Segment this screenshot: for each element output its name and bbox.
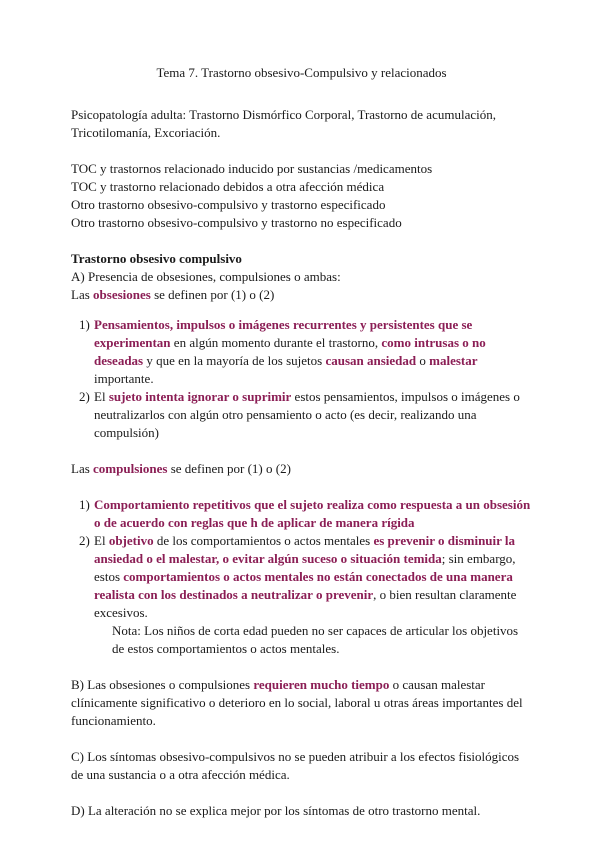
disorder-type-list: [71, 160, 532, 232]
list-item-number: 2): [79, 533, 90, 548]
list-item: [79, 388, 532, 442]
list-item: [79, 316, 532, 388]
disorder-type-line: TOC y trastorno relacionado debidos a otra afección médica: [71, 179, 385, 194]
document-title: Tema 7. Trastorno obsesivo-Compulsivo y relacionados: [156, 65, 447, 80]
criterion-b: B) Las obsesiones o compulsiones requieren mucho tiempo o causan malestar clínicamente significativo o deterioro en lo social, laboral u otras áreas importantes del funcionamiento.: [71, 677, 523, 728]
intro-paragraph: Psicopatología adulta: Trastorno Dismórfico Corporal, Trastorno de acumulación, Tricotilomanía, Excoriación.: [71, 107, 496, 140]
obsessions-definition-intro: Las obsesiones se definen por (1) o (2): [71, 287, 275, 302]
list-item-rich-text: El objetivo de los comportamientos o actos mentales es prevenir o disminuir la ansiedad o el malestar, o evitar algún suceso o situación temida; sin embargo, estos comportamientos o actos mentales no están conectados de una manera realista con los destinados a neutralizar o prevenir, o bien resultan claramente excesivos.: [94, 533, 517, 620]
list-item-number: 1): [79, 497, 90, 512]
criterion-d: D) La alteración no se explica mejor por los síntomas de otro trastorno mental.: [71, 803, 481, 818]
criterion-a: A) Presencia de obsesiones, compulsiones o ambas:: [71, 269, 341, 284]
disorder-type-line: Otro trastorno obsesivo-compulsivo y trastorno no especificado: [71, 215, 402, 230]
section-heading: Trastorno obsesivo compulsivo: [71, 251, 242, 266]
list-item-text: Comportamiento repetitivos que el sujeto realiza como respuesta a un obsesión o de acuerdo con reglas que h de aplicar de manera rígida: [94, 497, 531, 530]
compulsions-definition-intro: Las compulsiones se definen por (1) o (2): [71, 461, 291, 476]
list-item: [79, 532, 532, 658]
list-item: [79, 496, 532, 532]
criterion-c: C) Los síntomas obsesivo-compulsivos no se pueden atribuir a los efectos fisiológicos de una sustancia o a otra afección médica.: [71, 749, 520, 782]
list-item-text: [94, 532, 532, 658]
disorder-type-line: Otro trastorno obsesivo-compulsivo y trastorno especificado: [71, 197, 386, 212]
list-item-text: El sujeto intenta ignorar o suprimir estos pensamientos, impulsos o imágenes o neutralizarlos con algún otro pensamiento o acto (es decir, realizando una compulsión): [94, 389, 520, 440]
note-text: Nota: Los niños de corta edad pueden no ser capaces de articular los objetivos de estos comportamientos o actos mentales.: [112, 623, 519, 656]
list-item-text: Pensamientos, impulsos o imágenes recurrentes y persistentes que se experimentan en algún momento durante el trastorno, como intrusas o no deseadas y que en la mayoría de los sujetos causan ansiedad o malestar importante.: [94, 317, 486, 386]
disorder-type-line: TOC y trastornos relacionado inducido por sustancias /medicamentos: [71, 161, 433, 176]
obsessions-list: [79, 316, 532, 442]
list-item-number: 1): [79, 317, 90, 332]
list-item-number: 2): [79, 389, 90, 404]
compulsions-list: [79, 496, 532, 658]
